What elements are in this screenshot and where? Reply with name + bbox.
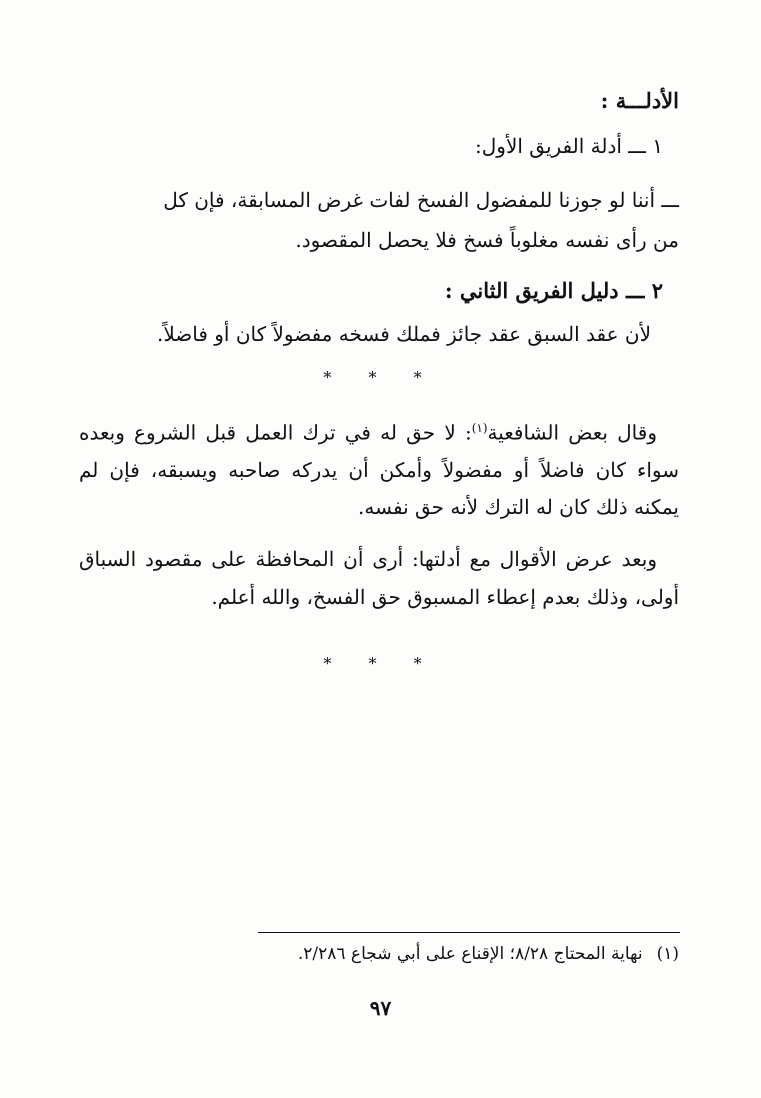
paragraph-first-group [79,180,679,260]
paragraph-shafii [79,410,679,526]
separator-stars-2: * * * [323,654,438,673]
footnote-divider [258,932,680,933]
footnote-text: نهاية المحتاج ٨/٢٨؛ الإقناع على أبي شجاع ٢/٢٨٦. [297,944,643,964]
paragraph-conclusion: وبعد عرض الأقوال مع أدلتها: أرى أن المحافظة على مقصود السباق أولى، وذلك بعدم إعطاء المسبوق حق الفسخ، والله أعلم. [79,547,679,609]
section2-text: لأن عقد السبق عقد جائز فملك فسخه مفضولاً كان أو فاضلاً. [156,322,651,346]
paragraph-first-line2: من رأى نفسه مغلوباً فسخ فلا يحصل المقصود. [295,228,679,252]
footnote-ref-1[interactable]: (١) [471,421,488,435]
heading-evidence: الأدلـــة : [600,88,679,113]
footnote-number: (١) [656,944,679,964]
paragraph-shafii-start: وقال بعض الشافعية [487,420,657,445]
page-number: ٩٧ [369,996,392,1020]
section1-title: ١ ـــ أدلة الفريق الأول: [475,134,663,158]
paragraph-first-line1: ـــ أننا لو جوزنا للمفضول الفسخ لفات غرض المسابقة، فإن كل [163,188,679,212]
footnote [79,944,679,964]
separator-stars-1: * * * [323,368,438,387]
section2-title: ٢ ـــ دليل الفريق الثاني : [444,278,663,303]
paragraph-shafii-rest: : لا حق له في ترك العمل قبل الشروع وبعده سواء كان فاضلاً أو مفضولاً وأمكن أن يدركه صاحبه ويسبقه، فإن لم يمكنه ذلك كان له الترك لأنه حق نفسه. [79,420,679,519]
